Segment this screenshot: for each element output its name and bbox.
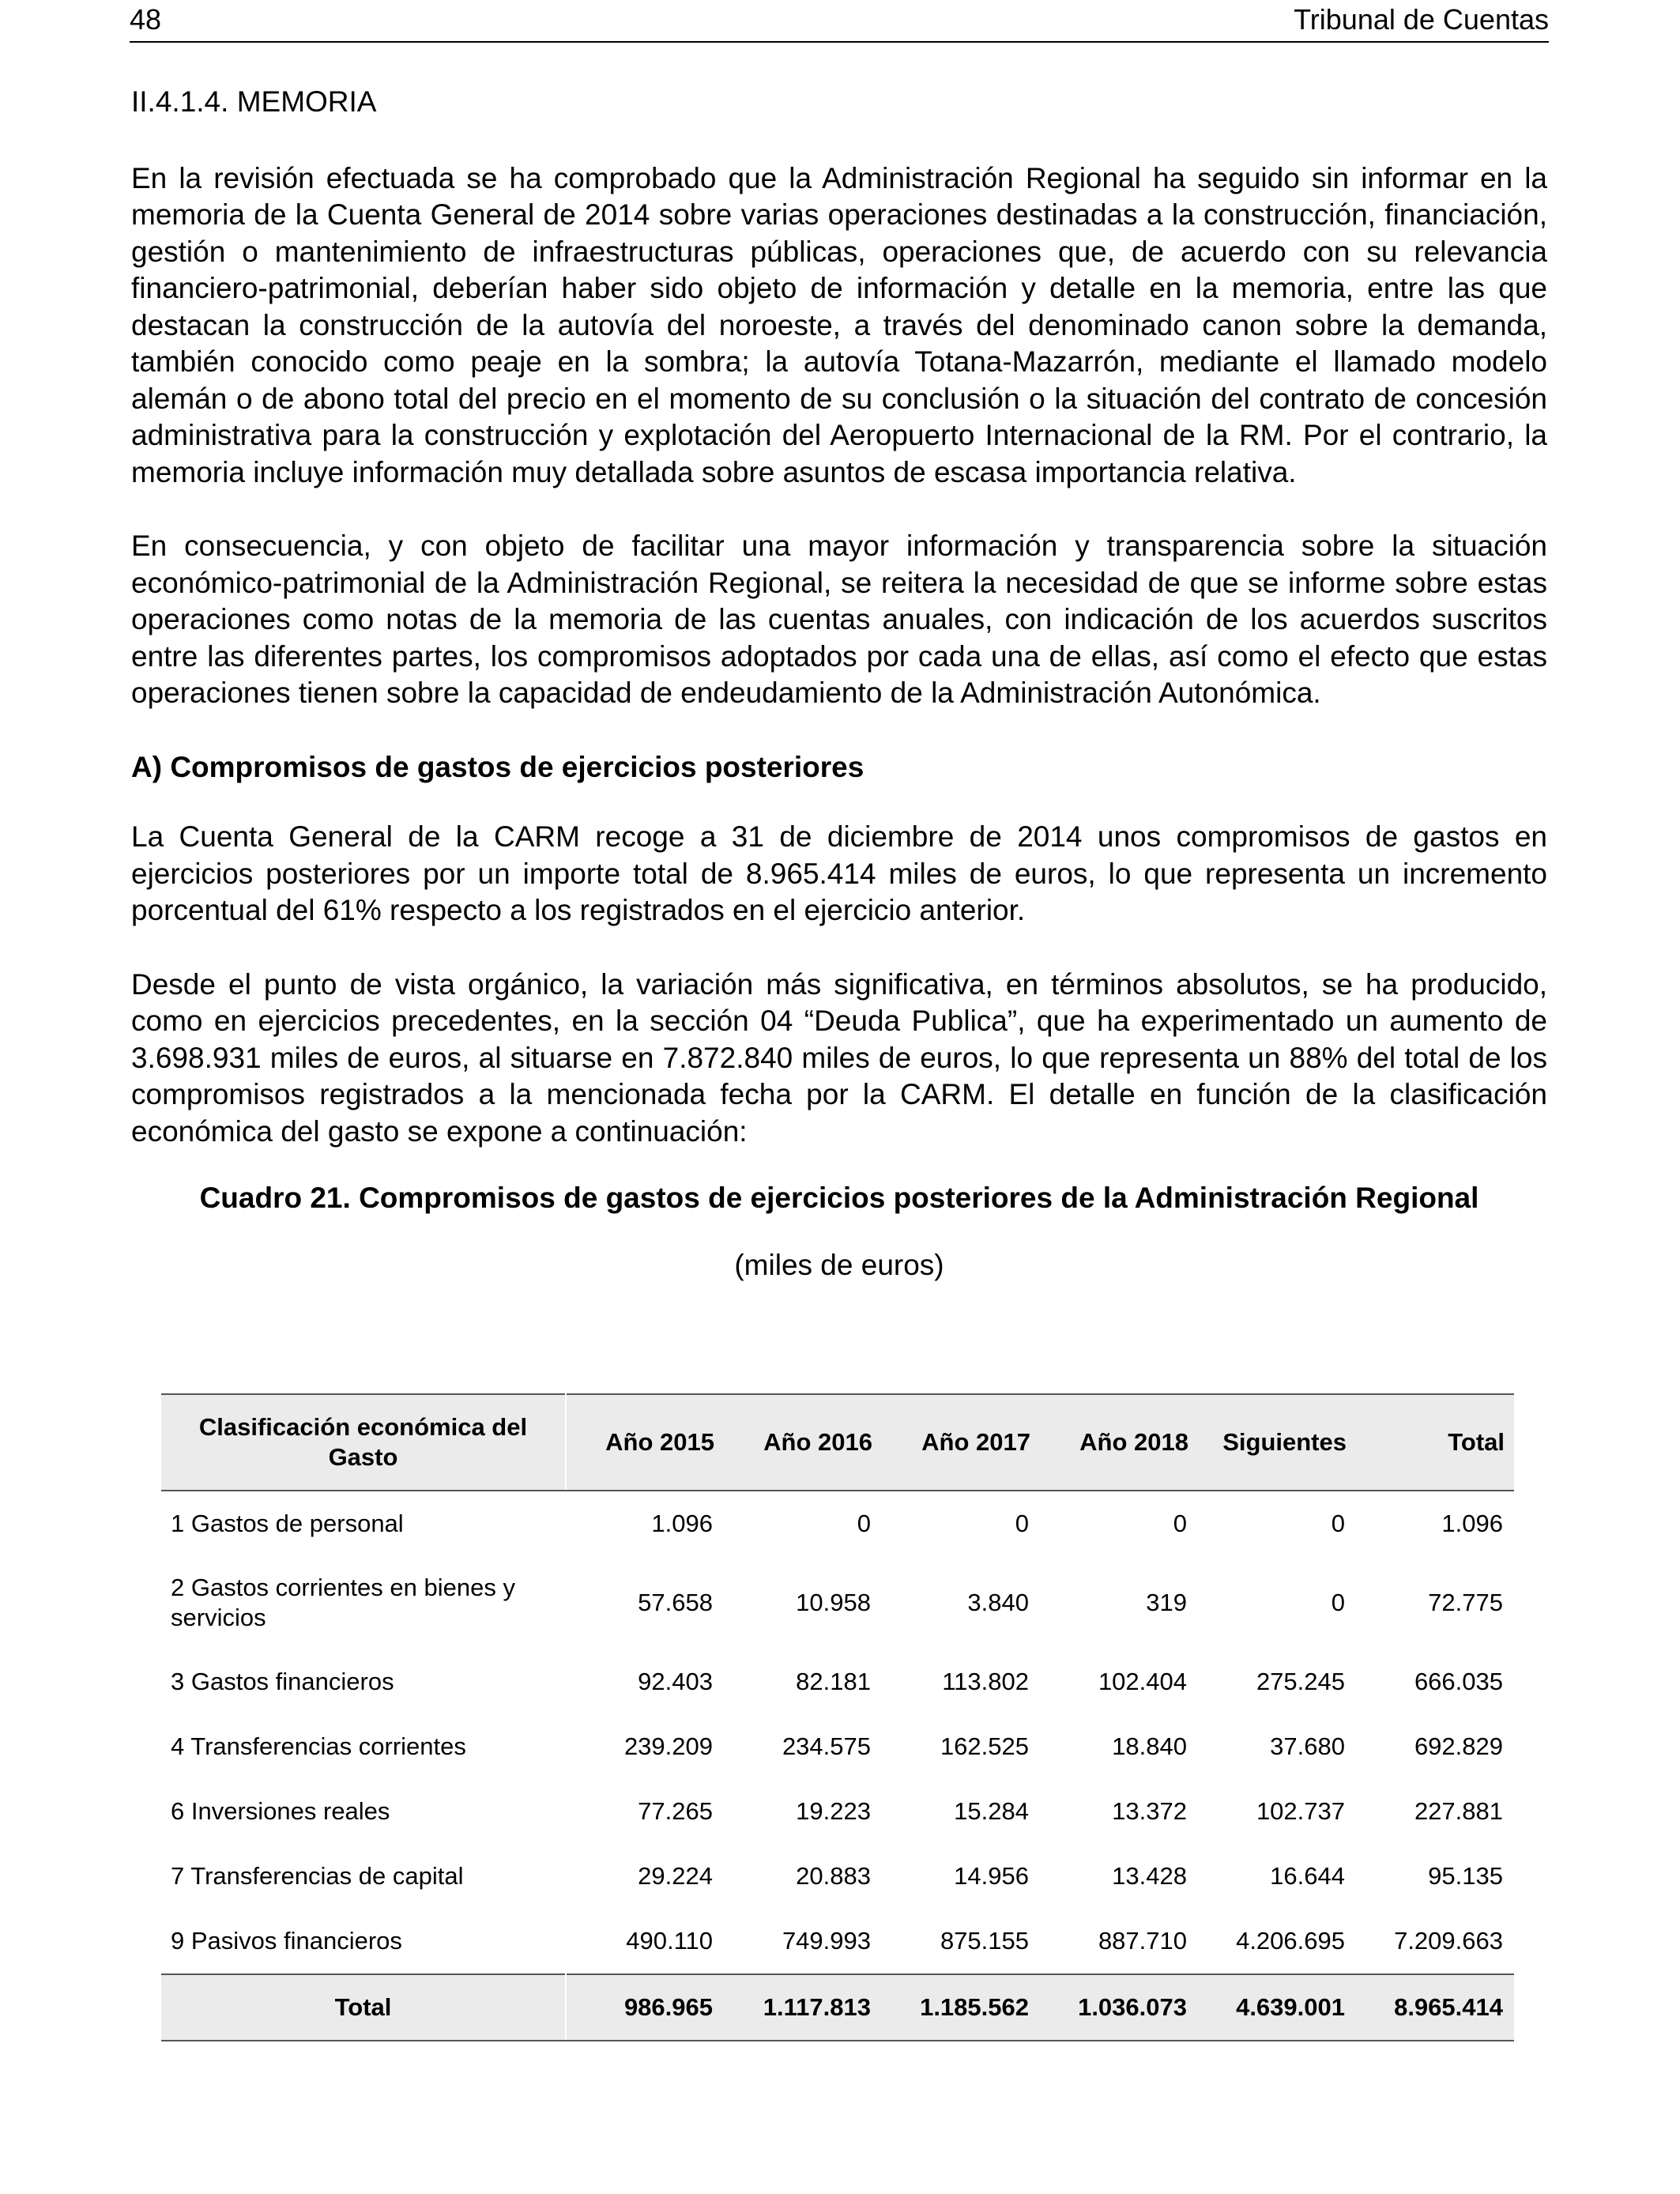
cell-2017: 3.840 xyxy=(967,1589,1029,1616)
cell-siguientes: 4.206.695 xyxy=(1236,1927,1345,1955)
total-2017: 1.185.562 xyxy=(882,1974,1040,2041)
cell-siguientes: 0 xyxy=(1331,1589,1345,1616)
document-body xyxy=(131,84,1547,1284)
col-header-2017: Año 2017 xyxy=(882,1394,1040,1491)
page-number: 48 xyxy=(130,3,162,36)
cell-2016: 20.883 xyxy=(796,1862,871,1890)
header-organization: Tribunal de Cuentas xyxy=(1294,3,1549,36)
row-concept: 6 Inversiones reales xyxy=(171,1797,390,1825)
commitments-table xyxy=(161,1393,1514,2041)
table-total-row xyxy=(161,1974,1514,2041)
cell-total: 72.775 xyxy=(1428,1589,1503,1616)
row-concept: 9 Pasivos financieros xyxy=(171,1927,402,1955)
table-row xyxy=(161,1491,1514,1556)
col-header-siguientes: Siguientes xyxy=(1198,1394,1356,1491)
row-concept: 7 Transferencias de capital xyxy=(171,1862,464,1890)
cell-2018: 319 xyxy=(1146,1589,1187,1616)
cell-2017: 875.155 xyxy=(940,1927,1029,1955)
cell-2018: 13.372 xyxy=(1112,1797,1187,1825)
cell-2016: 10.958 xyxy=(796,1589,871,1616)
cell-2016: 234.575 xyxy=(782,1732,871,1760)
table-units: (miles de euros) xyxy=(734,1248,944,1281)
cell-2017: 113.802 xyxy=(942,1668,1029,1695)
table-row xyxy=(161,1909,1514,1974)
cell-2017: 14.956 xyxy=(954,1862,1029,1890)
cell-2016: 749.993 xyxy=(782,1927,871,1955)
cell-2017: 162.525 xyxy=(940,1732,1029,1760)
cell-2016: 0 xyxy=(857,1510,871,1537)
cell-2018: 18.840 xyxy=(1112,1732,1187,1760)
cell-2018: 13.428 xyxy=(1112,1862,1187,1890)
cell-2018: 102.404 xyxy=(1098,1668,1187,1695)
col-header-classification: Clasificación económica del Gasto xyxy=(161,1394,566,1491)
col-header-2015: Año 2015 xyxy=(566,1394,724,1491)
col-header-total: Total xyxy=(1356,1394,1514,1491)
cell-2015: 77.265 xyxy=(638,1797,713,1825)
cell-2015: 490.110 xyxy=(626,1927,713,1955)
col-header-2016: Año 2016 xyxy=(724,1394,882,1491)
cell-siguientes: 37.680 xyxy=(1270,1732,1345,1760)
section-title: II.4.1.4. MEMORIA xyxy=(131,85,377,118)
cell-total: 666.035 xyxy=(1414,1668,1503,1695)
total-2016: 1.117.813 xyxy=(724,1974,882,2041)
table-row xyxy=(161,1714,1514,1779)
cell-siguientes: 275.245 xyxy=(1256,1668,1345,1695)
row-concept: 1 Gastos de personal xyxy=(171,1510,404,1537)
cell-2018: 887.710 xyxy=(1098,1927,1187,1955)
cell-total: 1.096 xyxy=(1441,1510,1503,1537)
cell-2016: 82.181 xyxy=(796,1668,871,1695)
row-concept: 4 Transferencias corrientes xyxy=(171,1732,466,1760)
row-concept: 2 Gastos corrientes en bienes y servicios xyxy=(171,1574,515,1631)
table-row xyxy=(161,1556,1514,1649)
cell-2015: 239.209 xyxy=(623,1732,713,1760)
total-2018: 1.036.073 xyxy=(1040,1974,1198,2041)
row-concept: 3 Gastos financieros xyxy=(171,1668,394,1695)
cell-2018: 0 xyxy=(1173,1510,1187,1537)
subsection-title: A) Compromisos de gastos de ejercicios posteriores xyxy=(131,750,864,783)
cell-total: 692.829 xyxy=(1414,1732,1503,1760)
paragraph-commitments-total: La Cuenta General de la CARM recoge a 31 de diciembre de 2014 unos compromisos de gastos en ejercicios posteriores por un importe total de 8.965.414 miles de euros, lo que representa un incremento porcentual del 61% respecto a los registrados en el ejercicio anterior. xyxy=(131,820,1547,926)
table-row xyxy=(161,1779,1514,1844)
total-2015: 986.965 xyxy=(566,1974,724,2041)
cell-siguientes: 102.737 xyxy=(1256,1797,1345,1825)
col-header-2018: Año 2018 xyxy=(1040,1394,1198,1491)
total-label: Total xyxy=(161,1974,566,2041)
paragraph-memoria-consequence: En consecuencia, y con objeto de facilitar una mayor información y transparencia sobre la situación económico-patrimonial de la Administración Regional, se reitera la necesidad de que se informe sobre estas operaciones como notas de la memoria de las cuentas anuales, con indicación de los acuerdos suscritos entre las diferentes partes, los compromisos adoptados por cada una de ellas, así como el efecto que estas operaciones tienen sobre la capacidad de endeudamiento de la Administración Autonómica. xyxy=(131,530,1547,709)
paragraph-memoria-review: En la revisión efectuada se ha comprobado que la Administración Regional ha seguido sin informar en la memoria de la Cuenta General de 2014 sobre varias operaciones destinadas a la construcción, financiación, gestión o mantenimiento de infraestructuras públicas, operaciones que, de acuerdo con su relevancia financiero-patrimonial, deberían haber sido objeto de información y detalle en la memoria, entre las que destacan la construcción de la autovía del noroeste, a través del denominado canon sobre la demanda, también conocido como peaje en la sombra; la autovía Totana-Mazarrón, mediante el llamado modelo alemán o de abono total del precio en el momento de su conclusión o la situación del contrato de concesión administrativa para la construcción y explotación del Aeropuerto Internacional de la RM. Por el contrario, la memoria incluye información muy detallada sobre asuntos de escasa importancia relativa. xyxy=(131,161,1547,488)
page-header xyxy=(130,0,1549,43)
cell-2015: 57.658 xyxy=(638,1589,713,1616)
cell-2015: 29.224 xyxy=(638,1862,713,1890)
total-siguientes: 4.639.001 xyxy=(1198,1974,1356,2041)
paragraph-organic-variation: Desde el punto de vista orgánico, la variación más significativa, en términos absolutos, se ha producido, como en ejercicios precedentes, en la sección 04 “Deuda Publica”, que ha experimentado un aumento de 3.698.931 miles de euros, al situarse en 7.872.840 miles de euros, lo que representa un 88% del total de los compromisos registrados a la mencionada fecha por la CARM. El detalle en función de la clasificación económica del gasto se expone a continuación: xyxy=(131,967,1547,1148)
cell-total: 7.209.663 xyxy=(1394,1927,1503,1955)
cell-2015: 92.403 xyxy=(638,1668,713,1695)
total-total: 8.965.414 xyxy=(1356,1974,1514,2041)
cell-total: 227.881 xyxy=(1414,1797,1503,1825)
table-header-row xyxy=(161,1394,1514,1491)
table-caption: Cuadro 21. Compromisos de gastos de ejercicios posteriores de la Administración Regional xyxy=(199,1182,1479,1214)
cell-2017: 15.284 xyxy=(954,1797,1029,1825)
cell-total: 95.135 xyxy=(1428,1862,1503,1890)
cell-2016: 19.223 xyxy=(796,1797,871,1825)
table-row xyxy=(161,1649,1514,1714)
cell-2015: 1.096 xyxy=(651,1510,713,1537)
cell-siguientes: 16.644 xyxy=(1270,1862,1345,1890)
table-row xyxy=(161,1844,1514,1909)
cell-siguientes: 0 xyxy=(1331,1510,1345,1537)
cell-2017: 0 xyxy=(1015,1510,1029,1537)
